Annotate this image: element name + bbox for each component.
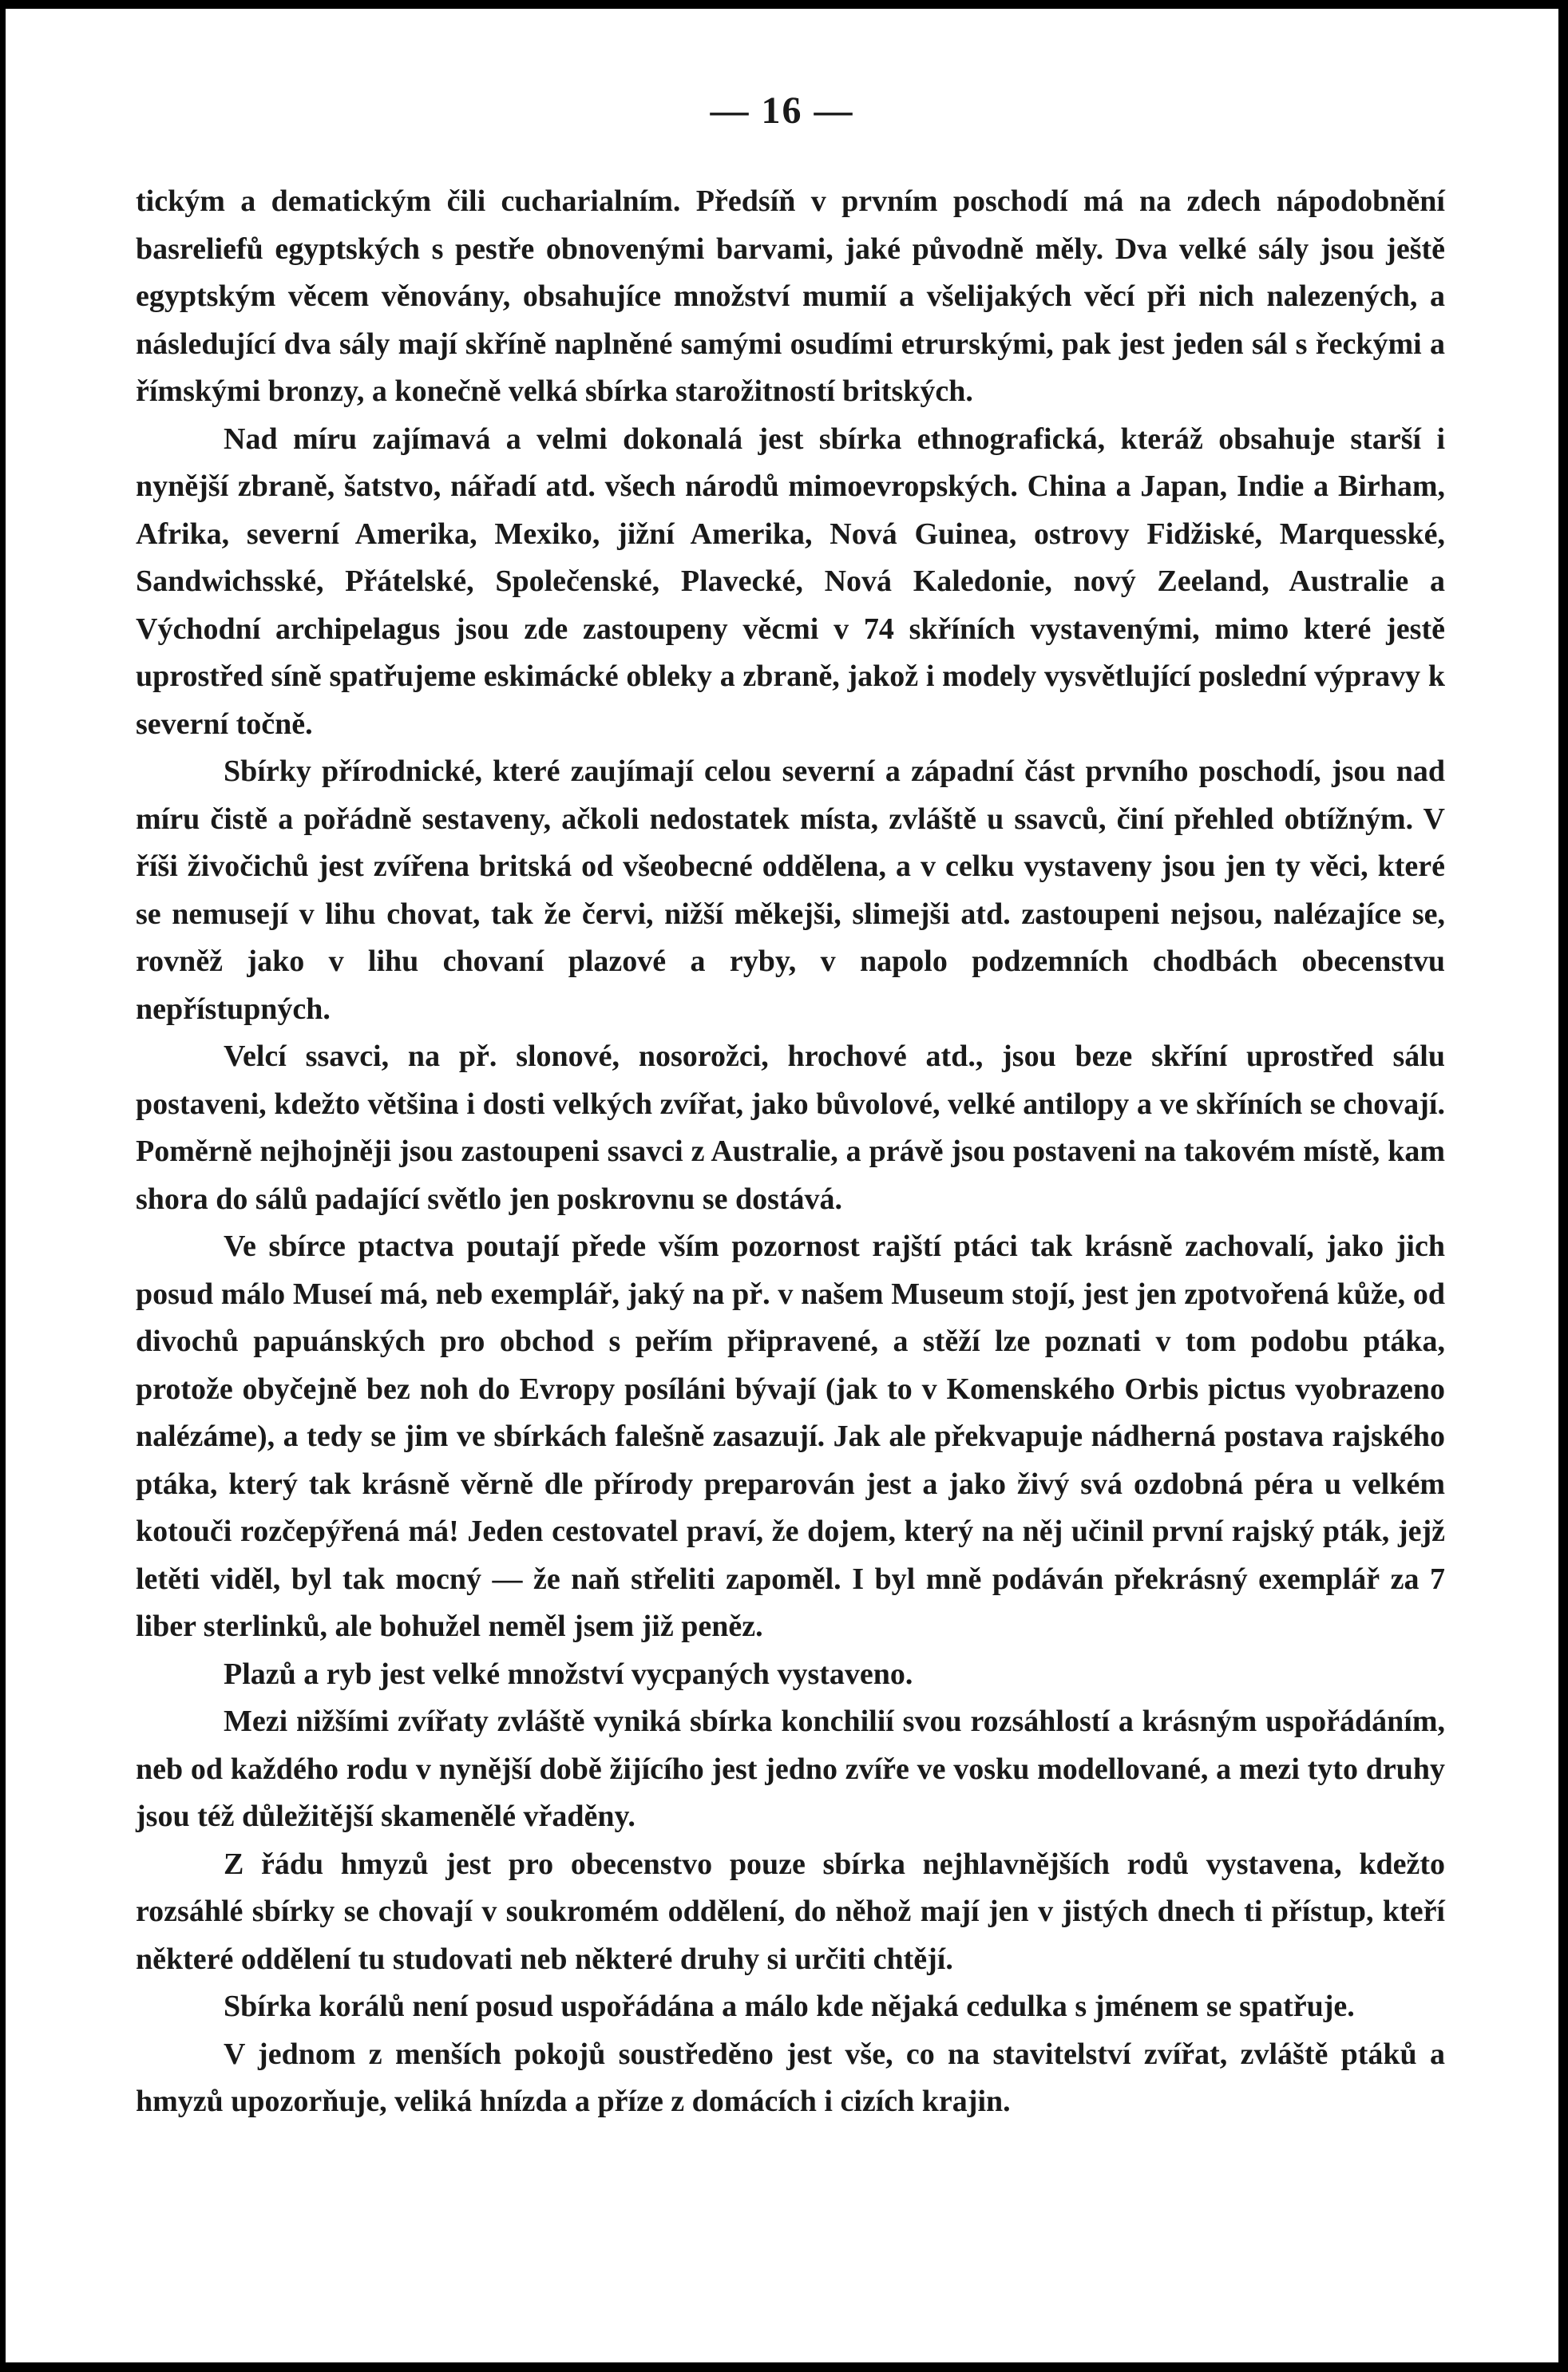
paragraph-shells: Mezi nižšími zvířaty zvláště vyniká sbírka konchilií svou rozsáhlostí a krásným uspořádáním, neb od každého rodu v nynější době žijícího jest jedno zvíře ve vosku modellované, a mezi tyto druhy jsou též důležitější skamenělé vřaděny. bbox=[136, 1705, 1445, 1833]
paragraph-insects: Z řádu hmyzů jest pro obecenstvo pouze sbírka nejhlavnějších rodů vystavena, kdežto rozsáhlé sbírky se chovají v soukromém oddělení, do něhož mají jen v jistých dnech ti přístup, kteří některé oddělení tu studovati neb některé druhy si určiti chtějí. bbox=[136, 1847, 1445, 1976]
paragraph-ethnography: Nad míru zajímavá a velmi dokonalá jest sbírka ethnografická, kteráž obsahuje starší i nynější zbraně, šatstvo, nářadí atd. všech národů mimoevropských. China a Japan, Indie a Birham, Afrika, severní Amerika, Mexiko, jižní Amerika, Nová Guinea, ostrovy Fidžiské, Marquesské, Sandwichsské, Přátelské, Společenské, Plavecké, Nová Kaledonie, nový Zeeland, Australie a Východní archipelagus jsou zde zastoupeny věcmi v 74 skříních vystavenými, mimo které jestě uprostřed síně spatřujeme eskimácké obleky a zbraně, jakož i modely vysvětlující poslední výpravy k severní točně. bbox=[136, 422, 1445, 741]
scanned-page bbox=[6, 9, 1558, 2362]
paragraph-animal-architecture: V jednom z menších pokojů soustředěno jest vše, co na stavitelství zvířat, zvláště ptáků a hmyzů upozorňuje, veliká hnízda a příze z domácích i cizích krajin. bbox=[136, 2037, 1445, 2118]
paragraph-birds: Ve sbírce ptactva poutají přede vším pozornost rajští ptáci tak krásně zachovalí, jako jich posud málo Museí má, neb exemplář, jaký na př. v našem Museum stojí, jest jen zpotvořená kůže, od divochů papuánských pro obchod s peřím připravené, a stěží lze poznati v tom podobu ptáka, protože obyčejně bez noh do Evropy posíláni bývají (jak to v Komenského Orbis pictus vyobrazeno nalézáme), a tedy se jim ve sbírkách falešně zasazují. Jak ale překvapuje nádherná postava rajského ptáka, který tak krásně věrně dle přírody preparován jest a jako živý svá ozdobná péra u velkém kotouči rozčepýřená má! Jeden cestovatel praví, že dojem, který na něj učinil první rajský pták, jejž letěti viděl, byl tak mocný — že naň střeliti zapoměl. I byl mně podáván překrásný exemplář za 7 liber sterlinků, ale bohužel neměl jsem již peněz. bbox=[136, 1230, 1445, 1643]
paragraph-reptiles-fish: Plazů a ryb jest velké množství vycpaných vystaveno. bbox=[224, 1657, 913, 1691]
page-body bbox=[136, 178, 1445, 2126]
paragraph-corals: Sbírka korálů není posud uspořádána a málo kde nějaká cedulka s jménem se spatřuje. bbox=[224, 1990, 1355, 2023]
paragraph-continuation: tickým a dematickým čili cucharialním. Předsíň v prvním poschodí má na zdech nápodobnění basreliefů egyptských s pestře obnovenými barvami, jaké původně měly. Dva velké sály jsou ještě egyptským věcem věnovány, obsahujíce množství mumií a všelijakých věcí při nich nalezených, a následující dva sály mají skříně naplněné samými osudími etrurskými, pak jest jeden sál s řeckými a římskými bronzy, a konečně velká sbírka starožitností britských. bbox=[136, 184, 1445, 408]
page-number: — 16 — bbox=[710, 89, 854, 132]
paragraph-natural-history: Sbírky přírodnické, které zaujímají celou severní a západní část prvního poschodí, jsou nad míru čistě a pořádně sestaveny, ačkoli nedostatek místa, zvláště u ssavců, činí přehled obtížným. V říši živočichů jest zvířena britská od všeobecné oddělena, a v celku vystaveny jsou jen ty věci, které se nemusejí v lihu chovat, tak že červi, nižší měkejši, slimejši atd. zastoupeni nejsou, nalézajíce se, rovněž jako v lihu chovaní plazové a ryby, v napolo podzemních chodbách obecenstvu nepřístupných. bbox=[136, 754, 1445, 1026]
paragraph-mammals: Velcí ssavci, na př. slonové, nosorožci, hrochové atd., jsou beze skříní uprostřed sálu postaveni, kdežto většina i dosti velkých zvířat, jako bůvolové, velké antilopy a ve skříních se chovají. Poměrně nejhojněji jsou zastoupeni ssavci z Australie, a právě jsou postaveni na takovém místě, kam shora do sálů padající světlo jen poskrovnu se dostává. bbox=[136, 1039, 1445, 1216]
